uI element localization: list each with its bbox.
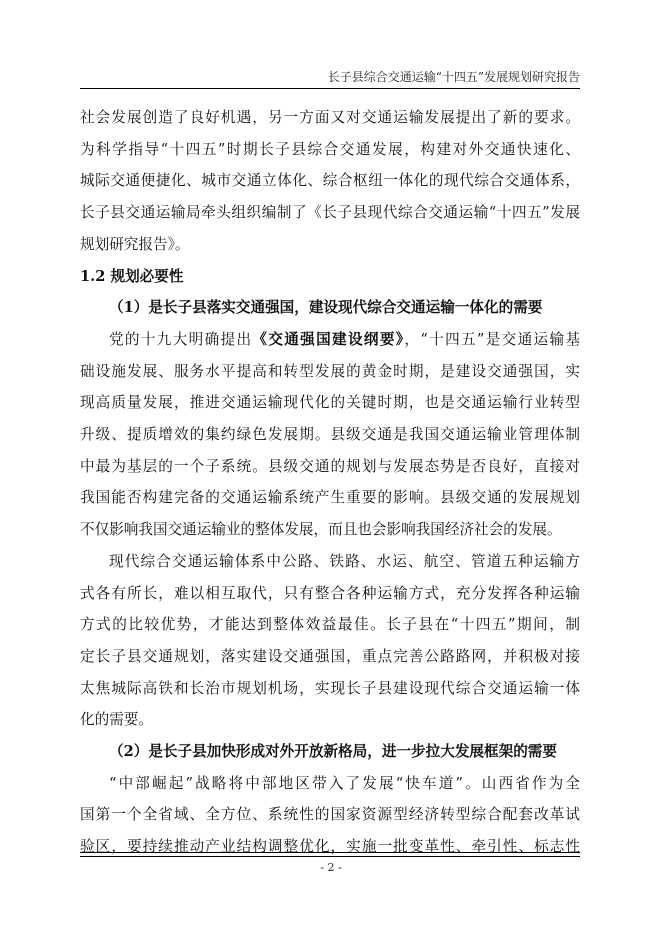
para1-line: 不仅影响我国交通运输业的整体发展，而且也会影响我国经济社会的发展。 bbox=[80, 521, 562, 539]
para2-line: 现代综合交通运输体系中公路、铁路、水运、航空、管道五种运输方 bbox=[109, 552, 580, 570]
para1-line: 我国能否构建完备的交通运输系统产生重要的影响。县级交通的发展规划 bbox=[80, 489, 580, 507]
footer-rule-thick bbox=[80, 852, 580, 853]
intro-line: 长子县交通运输局牵头组织编制了《长子县现代综合交通运输“十四五”发展 bbox=[80, 204, 580, 222]
para2-line: 方式的比较优势，才能达到整体效益最佳。长子县在“十四五”期间，制 bbox=[80, 616, 580, 634]
para2-line: 定长子县交通规划，落实建设交通强国，重点完善公路路网，并积极对接 bbox=[80, 647, 580, 665]
subsection-heading-2: （2）是长子县加快形成对外开放新格局，进一步拉大发展框架的需要 bbox=[109, 743, 557, 761]
para1-line: 础设施发展、服务水平提高和转型发展的黄金时期，是建设交通强国，实 bbox=[80, 362, 580, 380]
para1-first-line bbox=[80, 324, 580, 356]
subsection-heading-1: （1）是长子县落实交通强国，建设现代综合交通运输一体化的需要 bbox=[109, 299, 543, 317]
intro-line: 城际交通便捷化、城市交通立体化、综合枢纽一体化的现代综合交通体系， bbox=[80, 172, 580, 190]
para3-line: 验区，要持续推动产业结构调整优化，实施一批变革性、牵引性、标志性 bbox=[80, 838, 580, 856]
para1-bold-title: 《交通强国建设纲要》 bbox=[252, 330, 405, 348]
para3-line: “中部崛起”战略将中部地区带入了发展“快车道”。山西省作为全 bbox=[109, 774, 580, 792]
header-rule bbox=[80, 88, 580, 89]
intro-line: 为科学指导“十四五”时期长子县综合交通发展，构建对外交通快速化、 bbox=[80, 140, 580, 158]
page-body bbox=[80, 102, 580, 863]
intro-line: 规划研究报告》。 bbox=[80, 235, 190, 253]
para1-line: 中最为基层的一个子系统。县级交通的规划与发展态势是否良好，直接对 bbox=[80, 457, 580, 475]
intro-line: 社会发展创造了良好机遇，另一方面又对交通运输发展提出了新的要求。 bbox=[80, 109, 580, 126]
section-heading: 1.2 规划必要性 bbox=[80, 267, 184, 285]
para3-line: 国第一个全省域、全方位、系统性的国家资源型经济转型综合配套改革试 bbox=[80, 806, 580, 824]
para1-rest: ，“十四五”是交通运输基 bbox=[404, 330, 580, 348]
footer-rule-thin bbox=[80, 856, 580, 857]
para1-line: 升级、提质增效的集约绿色发展期。县级交通是我国交通运输业管理体制 bbox=[80, 426, 580, 444]
para2-line: 太焦城际高铁和长治市规划机场，实现长子县建设现代综合交通运输一体 bbox=[80, 679, 580, 697]
para2-line: 化的需要。 bbox=[80, 711, 153, 729]
page-number: - 2 - bbox=[320, 861, 342, 874]
para2-line: 式各有所长，难以相互取代，只有整合各种运输方式，充分发挥各种运输 bbox=[80, 584, 580, 602]
running-header: 长子县综合交通运输“十四五”发展规划研究报告 bbox=[327, 70, 580, 84]
para1-line: 现高质量发展，推进交通运输现代化的关键时期，也是交通运输行业转型 bbox=[80, 394, 580, 412]
para1-lead: 党的十九大明确提出 bbox=[109, 330, 253, 348]
